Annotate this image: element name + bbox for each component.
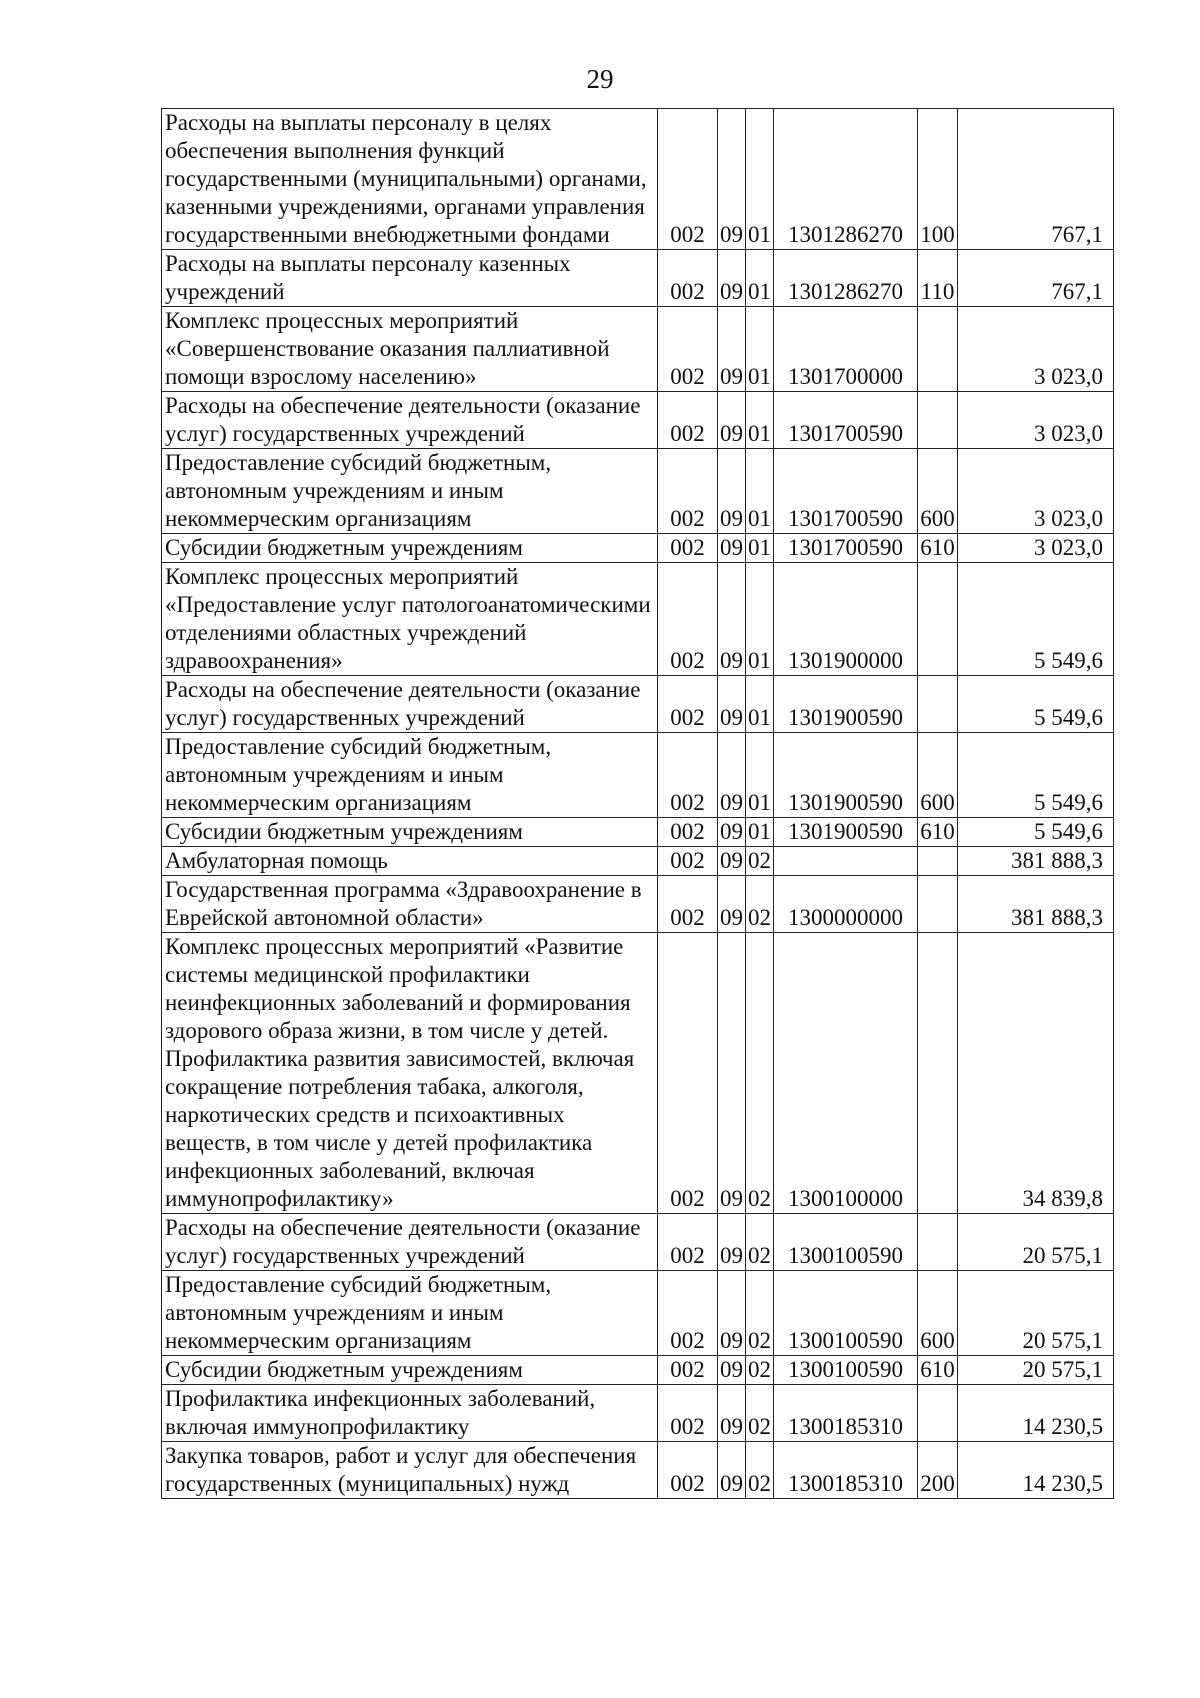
table-row xyxy=(162,876,1114,933)
table-row xyxy=(162,818,1114,847)
row-target-article: 1301700590 xyxy=(774,392,918,449)
table-row xyxy=(162,847,1114,876)
table-row xyxy=(162,534,1114,563)
row-grbs: 002 xyxy=(658,1271,718,1356)
row-section: 09 xyxy=(718,534,746,563)
row-expense-type xyxy=(918,307,958,392)
row-target-article: 1300185310 xyxy=(774,1442,918,1499)
row-name: Расходы на обеспечение деятельности (оказание услуг) государственных учреждений xyxy=(162,676,658,733)
row-subsection: 01 xyxy=(746,449,774,534)
row-section: 09 xyxy=(718,449,746,534)
row-section: 09 xyxy=(718,876,746,933)
row-subsection: 01 xyxy=(746,676,774,733)
row-name: Амбулаторная помощь xyxy=(162,847,658,876)
row-target-article: 1301700590 xyxy=(774,449,918,534)
row-expense-type xyxy=(918,1214,958,1271)
row-amount: 767,1 xyxy=(958,109,1114,250)
row-grbs: 002 xyxy=(658,876,718,933)
row-target-article: 1300100590 xyxy=(774,1271,918,1356)
row-target-article: 1300000000 xyxy=(774,876,918,933)
row-expense-type: 600 xyxy=(918,449,958,534)
row-name: Профилактика инфекционных заболеваний, включая иммунопрофилактику xyxy=(162,1385,658,1442)
table-row xyxy=(162,563,1114,676)
row-grbs: 002 xyxy=(658,1356,718,1385)
row-grbs: 002 xyxy=(658,307,718,392)
table-row xyxy=(162,933,1114,1214)
row-subsection: 02 xyxy=(746,1356,774,1385)
row-name: Комплекс процессных мероприятий «Совершенствование оказания паллиативной помощи взрослому населению» xyxy=(162,307,658,392)
row-grbs: 002 xyxy=(658,818,718,847)
row-expense-type xyxy=(918,876,958,933)
row-target-article: 1300100590 xyxy=(774,1214,918,1271)
row-expense-type xyxy=(918,933,958,1214)
table-row xyxy=(162,449,1114,534)
table-row xyxy=(162,733,1114,818)
row-expense-type: 600 xyxy=(918,1271,958,1356)
row-amount: 3 023,0 xyxy=(958,449,1114,534)
row-expense-type: 610 xyxy=(918,534,958,563)
table-row xyxy=(162,1442,1114,1499)
row-subsection: 02 xyxy=(746,1271,774,1356)
row-grbs: 002 xyxy=(658,1442,718,1499)
row-name: Субсидии бюджетным учреждениям xyxy=(162,534,658,563)
row-amount: 14 230,5 xyxy=(958,1442,1114,1499)
row-section: 09 xyxy=(718,1271,746,1356)
row-name: Субсидии бюджетным учреждениям xyxy=(162,1356,658,1385)
budget-table-body xyxy=(162,109,1114,1499)
row-amount: 3 023,0 xyxy=(958,307,1114,392)
row-section: 09 xyxy=(718,818,746,847)
row-grbs: 002 xyxy=(658,847,718,876)
row-target-article: 1301700590 xyxy=(774,534,918,563)
row-name: Расходы на обеспечение деятельности (оказание услуг) государственных учреждений xyxy=(162,392,658,449)
row-subsection: 02 xyxy=(746,1214,774,1271)
row-target-article: 1301700000 xyxy=(774,307,918,392)
row-subsection: 01 xyxy=(746,733,774,818)
row-grbs: 002 xyxy=(658,109,718,250)
row-grbs: 002 xyxy=(658,1385,718,1442)
row-grbs: 002 xyxy=(658,449,718,534)
row-expense-type: 200 xyxy=(918,1442,958,1499)
row-section: 09 xyxy=(718,307,746,392)
row-target-article: 1301900590 xyxy=(774,676,918,733)
row-amount: 381 888,3 xyxy=(958,876,1114,933)
row-target-article: 1300185310 xyxy=(774,1385,918,1442)
row-name: Субсидии бюджетным учреждениям xyxy=(162,818,658,847)
row-amount: 5 549,6 xyxy=(958,818,1114,847)
row-amount: 3 023,0 xyxy=(958,534,1114,563)
row-target-article: 1301286270 xyxy=(774,250,918,307)
row-section: 09 xyxy=(718,1214,746,1271)
row-name: Расходы на выплаты персоналу казенных учреждений xyxy=(162,250,658,307)
row-section: 09 xyxy=(718,250,746,307)
row-name: Предоставление субсидий бюджетным, автономным учреждениям и иным некоммерческим организациям xyxy=(162,449,658,534)
row-section: 09 xyxy=(718,733,746,818)
row-amount: 5 549,6 xyxy=(958,733,1114,818)
row-subsection: 02 xyxy=(746,847,774,876)
row-grbs: 002 xyxy=(658,1214,718,1271)
row-name: Комплекс процессных мероприятий «Развитие системы медицинской профилактики неинфекционных заболеваний и формирования здорового образа жизни, в том числе у детей. Профилактика развития зависимостей, включая сокращение потребления табака, алкоголя, наркотических средств и психоактивных веществ, в том числе у детей профилактика инфекционных заболеваний, включая иммунопрофилактику» xyxy=(162,933,658,1214)
row-name: Государственная программа «Здравоохранение в Еврейской автономной области» xyxy=(162,876,658,933)
row-subsection: 01 xyxy=(746,563,774,676)
row-expense-type: 600 xyxy=(918,733,958,818)
row-grbs: 002 xyxy=(658,733,718,818)
table-row xyxy=(162,676,1114,733)
row-subsection: 02 xyxy=(746,933,774,1214)
row-grbs: 002 xyxy=(658,676,718,733)
row-amount: 767,1 xyxy=(958,250,1114,307)
row-subsection: 01 xyxy=(746,392,774,449)
row-subsection: 01 xyxy=(746,250,774,307)
row-subsection: 01 xyxy=(746,818,774,847)
row-target-article: 1300100590 xyxy=(774,1356,918,1385)
row-name: Закупка товаров, работ и услуг для обеспечения государственных (муниципальных) нужд xyxy=(162,1442,658,1499)
row-grbs: 002 xyxy=(658,933,718,1214)
row-section: 09 xyxy=(718,1385,746,1442)
row-section: 09 xyxy=(718,1356,746,1385)
row-expense-type: 110 xyxy=(918,250,958,307)
row-expense-type xyxy=(918,563,958,676)
budget-table xyxy=(161,108,1114,1499)
row-expense-type xyxy=(918,392,958,449)
row-grbs: 002 xyxy=(658,392,718,449)
row-name: Предоставление субсидий бюджетным, автономным учреждениям и иным некоммерческим организациям xyxy=(162,1271,658,1356)
row-amount: 5 549,6 xyxy=(958,563,1114,676)
row-subsection: 02 xyxy=(746,1385,774,1442)
table-row xyxy=(162,1214,1114,1271)
row-section: 09 xyxy=(718,1442,746,1499)
row-target-article: 1301900590 xyxy=(774,818,918,847)
row-section: 09 xyxy=(718,563,746,676)
row-section: 09 xyxy=(718,676,746,733)
row-target-article: 1301900590 xyxy=(774,733,918,818)
row-expense-type: 100 xyxy=(918,109,958,250)
row-grbs: 002 xyxy=(658,250,718,307)
row-grbs: 002 xyxy=(658,534,718,563)
row-name: Предоставление субсидий бюджетным, автономным учреждениям и иным некоммерческим организациям xyxy=(162,733,658,818)
row-amount: 34 839,8 xyxy=(958,933,1114,1214)
row-grbs: 002 xyxy=(658,563,718,676)
table-row xyxy=(162,392,1114,449)
row-target-article: 1301286270 xyxy=(774,109,918,250)
row-section: 09 xyxy=(718,392,746,449)
row-subsection: 01 xyxy=(746,534,774,563)
row-amount: 5 549,6 xyxy=(958,676,1114,733)
row-target-article: 1300100000 xyxy=(774,933,918,1214)
row-amount: 3 023,0 xyxy=(958,392,1114,449)
row-subsection: 01 xyxy=(746,307,774,392)
row-target-article: 1301900000 xyxy=(774,563,918,676)
table-row xyxy=(162,1271,1114,1356)
page-number: 29 xyxy=(586,64,614,94)
row-amount: 20 575,1 xyxy=(958,1356,1114,1385)
row-target-article xyxy=(774,847,918,876)
table-row xyxy=(162,1385,1114,1442)
row-expense-type xyxy=(918,1385,958,1442)
table-row xyxy=(162,307,1114,392)
row-name: Расходы на выплаты персоналу в целях обеспечения выполнения функций государственными (муниципальными) органами, казенными учреждениями, органами управления государственными внебюджетными фондами xyxy=(162,109,658,250)
row-subsection: 02 xyxy=(746,876,774,933)
row-name: Комплекс процессных мероприятий «Предоставление услуг патологоанатомическими отделениями областных учреждений здравоохранения» xyxy=(162,563,658,676)
row-amount: 14 230,5 xyxy=(958,1385,1114,1442)
row-amount: 381 888,3 xyxy=(958,847,1114,876)
row-section: 09 xyxy=(718,109,746,250)
row-name: Расходы на обеспечение деятельности (оказание услуг) государственных учреждений xyxy=(162,1214,658,1271)
row-expense-type: 610 xyxy=(918,818,958,847)
row-expense-type xyxy=(918,676,958,733)
table-row xyxy=(162,109,1114,250)
row-section: 09 xyxy=(718,847,746,876)
row-amount: 20 575,1 xyxy=(958,1271,1114,1356)
row-subsection: 01 xyxy=(746,109,774,250)
table-row xyxy=(162,1356,1114,1385)
row-expense-type: 610 xyxy=(918,1356,958,1385)
row-amount: 20 575,1 xyxy=(958,1214,1114,1271)
table-row xyxy=(162,250,1114,307)
row-subsection: 02 xyxy=(746,1442,774,1499)
row-section: 09 xyxy=(718,933,746,1214)
row-expense-type xyxy=(918,847,958,876)
